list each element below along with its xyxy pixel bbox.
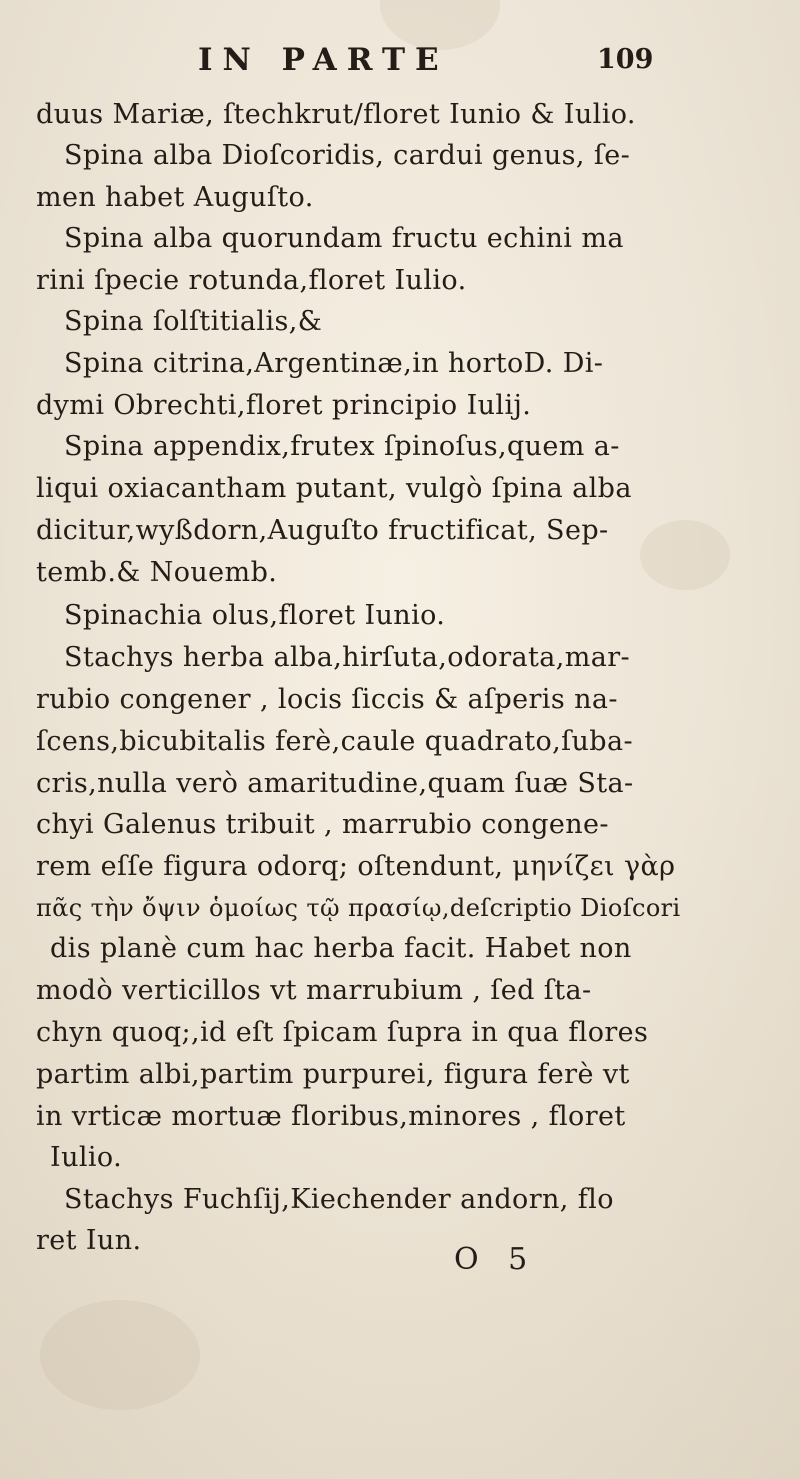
text-line: men habet Auguſto. <box>36 182 314 213</box>
text-line: temb.& Nouemb. <box>36 557 278 588</box>
text-line: Iulio. <box>50 1142 123 1173</box>
text-line: ret Iun. <box>36 1225 142 1256</box>
text-line: modò verticillos vt marrubium , ſed ſta- <box>36 975 592 1006</box>
text-line: in vrticæ mortuæ floribus,minores , floret <box>36 1101 626 1132</box>
text-line: dymi Obrechti,floret principio Iulij. <box>36 390 532 421</box>
signature-mark <box>0 1242 800 1282</box>
text-line: chyi Galenus tribuit , marrubio congene- <box>36 809 609 840</box>
text-line: πᾶς τὴν ὄψιν ὁμοίως τῷ πρασίῳ,deſcriptio Dioſcori <box>36 894 681 922</box>
text-line: chyn quoq;,id eſt ſpicam ſupra in qua flores <box>36 1017 649 1048</box>
text-line: Spina appendix,frutex ſpinoſus,quem a- <box>64 431 620 462</box>
text-line: Stachys herba alba,hirſuta,odorata,mar- <box>64 642 631 673</box>
text-line: Spina alba quorundam fructu echini ma <box>64 223 624 254</box>
text-line: dicitur,wyßdorn,Auguſto fructificat, Sep- <box>36 515 609 546</box>
running-head-title: IN PARTE <box>198 42 449 78</box>
text-line: cris,nulla verò amaritudine,quam ſuæ Sta- <box>36 768 634 799</box>
text-line: rem eſſe figura odorq; oſtendunt, μηνίζει γὰρ <box>36 851 676 882</box>
text-line: Spina ſolſtitialis,& <box>64 306 323 337</box>
text-line: rini ſpecie rotunda,floret Iulio. <box>36 265 467 296</box>
text-line: rubio congener , locis ſiccis & aſperis na- <box>36 684 618 715</box>
text-line: liqui oxiacantham putant, vulgò ſpina alba <box>36 473 632 504</box>
text-line: ſcens,bicubitalis ferè,caule quadrato,ſuba- <box>36 726 634 757</box>
signature-text: O 5 <box>454 1242 538 1277</box>
text-line: Spina citrina,Argentinæ,in hortoD. Di- <box>64 348 604 379</box>
text-line: Spina alba Dioſcoridis, cardui genus, ſe- <box>64 140 631 171</box>
text-line: duus Mariæ, ſtechkrut/floret Iunio & Iulio. <box>36 99 636 130</box>
running-head <box>0 40 800 80</box>
text-line: dis planè cum hac herba facit. Habet non <box>50 933 632 964</box>
paper-stain <box>40 1300 200 1410</box>
text-line: Stachys Fuchſij,Kiechender andorn, flo <box>64 1184 614 1215</box>
paper-stain <box>640 520 730 590</box>
page-number: 109 <box>597 44 654 75</box>
text-line: Spinachia olus,floret Iunio. <box>64 600 446 631</box>
text-line: partim albi,partim purpurei, figura ferè vt <box>36 1059 630 1090</box>
